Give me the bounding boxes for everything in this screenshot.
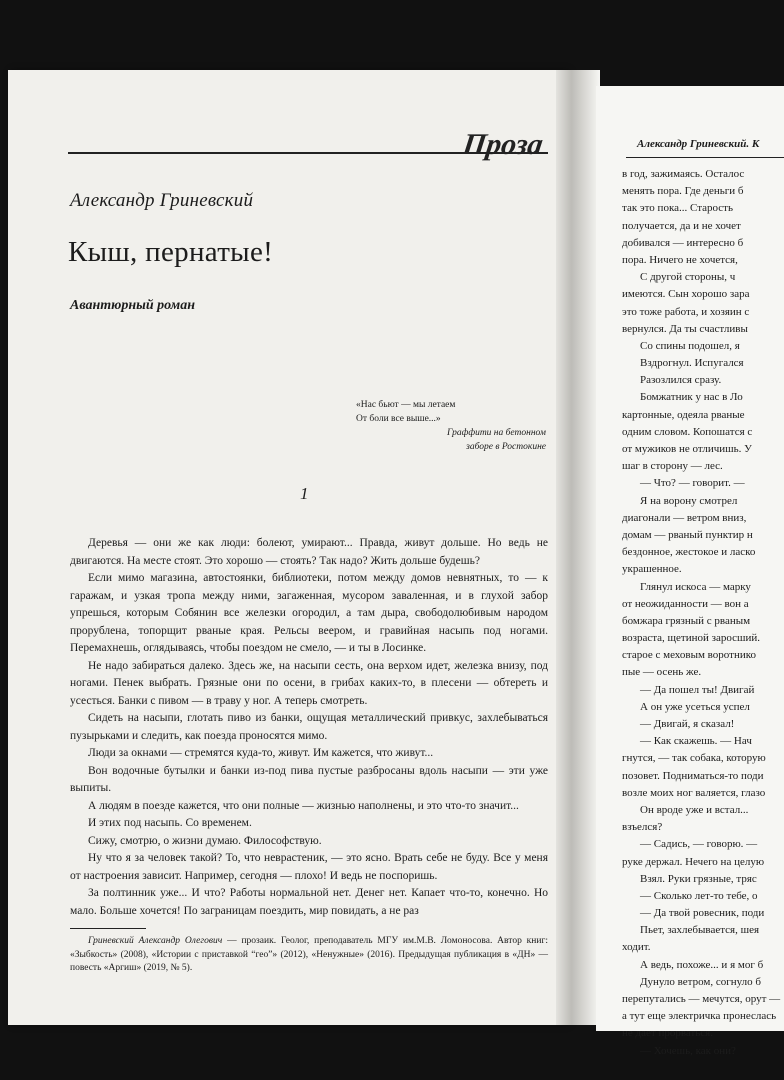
right-page-line: — Хочешь, как они? bbox=[640, 1044, 736, 1057]
right-page-line: получается, да и не хочет bbox=[622, 219, 741, 232]
epigraph-source: Граффити на бетонном bbox=[446, 428, 546, 438]
right-page-line: пые — осень же. bbox=[622, 666, 702, 679]
epigraph bbox=[356, 398, 546, 454]
right-page-line: менять пора. Где деньги б bbox=[622, 185, 744, 198]
right-page-line: руке держал. Нечего на целую bbox=[622, 855, 765, 868]
paragraph: Ну что я за человек такой? То, что неврастеник, — это ясно. Врать себе не буду. Все у меня от настроения зависит. Например, сегодня — плохо! И ведь не поспоришь. bbox=[70, 852, 548, 882]
right-page-line: картонные, одеяла рваные bbox=[622, 408, 745, 421]
book-gutter bbox=[556, 70, 600, 1025]
right-page-line: — Садись, — говорю. — bbox=[640, 838, 758, 851]
right-page-line: Вздрогнул. Испугался bbox=[640, 357, 744, 370]
right-page-line: — Да твой ровесник, поди bbox=[640, 907, 765, 920]
right-page-line: взъелся? bbox=[622, 821, 663, 834]
paragraph: Люди за окнами — стремятся куда-то, живут. Им кажется, что живут... bbox=[88, 747, 434, 759]
footnote-rule bbox=[70, 928, 146, 929]
right-page-line: шаг в сторону — лес. bbox=[622, 460, 723, 473]
right-page-line: диагонали — ветром вниз, bbox=[622, 511, 747, 524]
right-page-line: А он уже усеться успел bbox=[640, 700, 750, 713]
paragraph: За полтинник уже... И что? Работы нормальной нет. Денег нет. Капает что-то, конечно. Но мало. Больше хочется! По заграницам поездить, мир повидать, а не раз bbox=[70, 887, 548, 917]
section-rule bbox=[68, 152, 548, 154]
right-page-line: — Как скажешь. — Нач bbox=[640, 735, 752, 748]
epigraph-source: заборе в Ростокине bbox=[466, 442, 546, 452]
right-page-line: старое с меховым воротнико bbox=[622, 649, 757, 662]
right-page-line: — Да пошел ты! Двигай bbox=[640, 683, 755, 696]
chapter-number: 1 bbox=[300, 484, 309, 503]
right-page-line: перепутались — мечутся, орут — bbox=[622, 993, 781, 1005]
right-page-line: возраста, щетиной заросший. bbox=[622, 632, 760, 645]
right-page-text bbox=[622, 166, 784, 1060]
right-page-line: это тоже работа, и хозяин с bbox=[622, 305, 750, 318]
right-page-line: позовет. Подниматься-то поди bbox=[622, 769, 764, 782]
epigraph-line: «Нас бьют — мы летаем bbox=[356, 400, 456, 410]
right-page-line: Бомжатник у нас в Ло bbox=[640, 391, 743, 404]
right-page-line: украшенное. bbox=[622, 563, 682, 576]
paragraph: Сижу, смотрю, о жизни думаю. Философствую. bbox=[88, 834, 322, 847]
right-page-line: — Сколько лет-то тебе, о bbox=[640, 889, 758, 902]
right-page-line: одним словом. Копошатся с bbox=[622, 425, 753, 438]
paragraph: А людям в поезде кажется, что они полные — жизнью наполнены, и это что-то значит... bbox=[88, 799, 519, 812]
right-page-line: Я на ворону смотрел bbox=[640, 494, 738, 507]
right-page-line: не дает прорваться. bbox=[622, 1027, 713, 1040]
epigraph-line: От боли все выше...» bbox=[356, 414, 441, 424]
body-text bbox=[70, 535, 548, 920]
paragraph: Деревья — они же как люди: болеют, умирают... Правда, живут дольше. Но ведь не двигаются. На месте стоят. Это хорошо — стоять? Так надо? Жить дольше будешь? bbox=[70, 537, 548, 567]
right-page-line: ходит. bbox=[622, 941, 651, 954]
paragraph: Вон водочные бутылки и банки из-под пива пустые разбросаны вдоль насыпи — эти уже выпиты. bbox=[70, 764, 548, 794]
right-page-line: от мужиков не отличишь. У bbox=[622, 443, 752, 455]
right-page-line: вернулся. Да ты счастливы bbox=[622, 322, 748, 335]
paragraph: Сидеть на насыпи, глотать пиво из банки, ощущая металлический привкус, захлебываться пузырьками и следить, как поезда проносятся мимо. bbox=[70, 712, 548, 742]
section-title: Проза bbox=[460, 128, 546, 161]
right-page-line: возле моих ног валяется, глазо bbox=[622, 786, 766, 799]
novel-subtitle: Авантюрный роман bbox=[70, 298, 195, 313]
right-page-line: а тут еще электричка пронеслась bbox=[622, 1010, 777, 1023]
right-page-line: в год, зажимаясь. Осталос bbox=[622, 168, 745, 180]
right-page-line: Дунуло ветром, согнуло б bbox=[640, 975, 761, 988]
running-head-rule bbox=[626, 157, 784, 158]
footnote bbox=[70, 935, 548, 976]
right-page-line: пора. Ничего не хочется, bbox=[622, 253, 738, 266]
right-page-line: домам — рваный пунктир н bbox=[622, 528, 753, 541]
right-page-line: Он вроде уже и встал... bbox=[640, 803, 749, 816]
right-page-line: гнутся, — так собака, которую bbox=[622, 752, 766, 765]
paragraph: И этих под насыпь. Со временем. bbox=[88, 817, 252, 829]
author-name: Александр Гриневский bbox=[70, 190, 254, 211]
right-page-line: добивался — интересно б bbox=[622, 236, 744, 249]
right-page-line: так это пока... Старость bbox=[622, 202, 733, 215]
paragraph: Не надо забираться далеко. Здесь же, на насыпи сесть, она верхом идет, железка внизу, под ногами. Пенек выбрать. Грязные они по осени, в грибах каких-то, в плесени — обтереть и усесться. Банки с пивом — в траву у ног. А теперь смотреть. bbox=[70, 659, 548, 707]
footnote-text: — прозаик. Геолог, преподаватель МГУ им.М.В. Ломоносова. Автор книг: «Зыбкость» (2008), «Истории с приставкой “гео”» (2012), «Ненужные» (2016). Предыдущая публикация в «ДН» — повесть «Аргиш» (2019, № 5). bbox=[70, 936, 548, 973]
paragraph: Если мимо магазина, автостоянки, библиотеки, потом между домов невнятных, то — к гаражам, и узкая тропа между ними, загаженная, мусором заваленная, и в глухой забор упрешься, которым Собянин все железки огородил, а там дыра, свободолюбивым народом прорублена, топорщит рваные края. Рельсы веером, и гравийная насыпь под ногами. Перемахнешь, оглядываясь, чтобы поездом не смело, — и ты в Лосинке. bbox=[70, 572, 548, 654]
right-page-line: С другой стороны, ч bbox=[640, 271, 736, 284]
right-page-line: Пьет, захлебывается, шея bbox=[640, 924, 760, 937]
right-page-line: — Что? — говорит. — bbox=[640, 477, 745, 490]
right-page-line: Взял. Руки грязные, тряс bbox=[640, 872, 757, 885]
footnote-author: Гриневский Александр Олегович bbox=[88, 936, 223, 946]
right-page-line: бездонное, жестокое и ласко bbox=[622, 546, 756, 559]
right-page-line: Глянул искоса — марку bbox=[640, 580, 751, 593]
right-page-line: имеются. Сын хорошо зара bbox=[622, 288, 750, 301]
novel-title: Кыш, пернатые! bbox=[68, 236, 274, 268]
right-page-line: Разозлился сразу. bbox=[640, 374, 722, 387]
right-page-line: Со спины подошел, я bbox=[640, 339, 740, 352]
right-page-line: — Двигай, я сказал! bbox=[640, 718, 735, 730]
right-page-line: бомжара грязный с рваным bbox=[622, 614, 751, 627]
right-page-line: от неожиданности — вон а bbox=[622, 597, 749, 610]
running-head: Александр Гриневский. К bbox=[637, 138, 760, 150]
right-page-line: А ведь, похоже... и я мог б bbox=[640, 958, 764, 971]
